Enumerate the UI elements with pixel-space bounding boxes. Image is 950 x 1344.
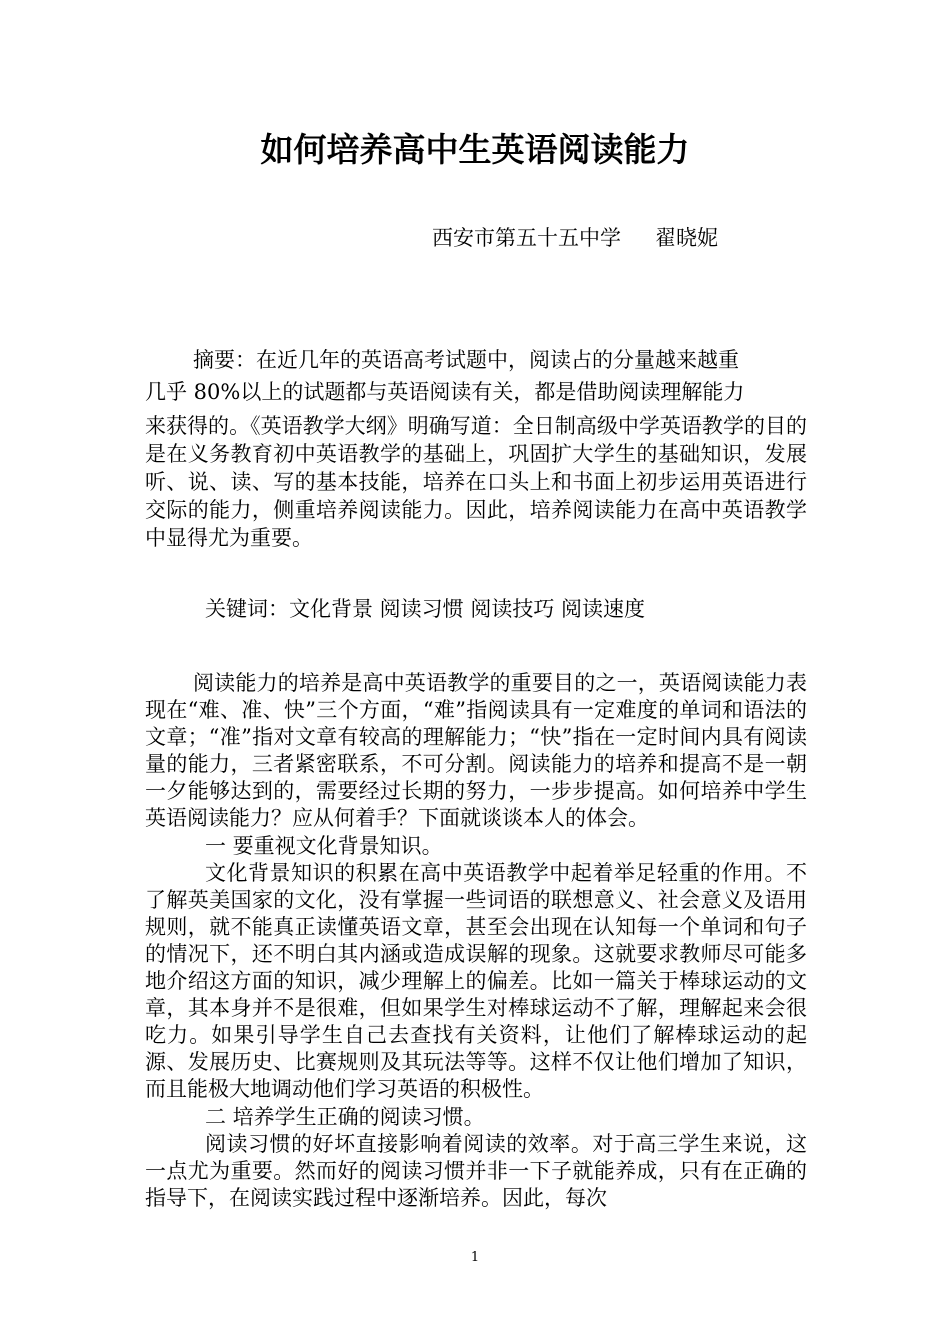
keywords: 关键词：文化背景 阅读习惯 阅读技巧 阅读速度 xyxy=(205,597,646,621)
abstract-line-1: 摘要：在近几年的英语高考试题中，阅读占的分量越来越重 xyxy=(193,348,739,372)
author-line xyxy=(432,224,718,252)
paragraph-intro: 阅读能力的培养是高中英语教学的重要目的之一，英语阅读能力表现在“难、准、快”三个方面，“难”指阅读具有一定难度的单词和语法的文章；“准”指对文章有较高的理解能力；“快”指在一定时间内具有阅读量的能力，三者紧密联系，不可分割。阅读能力的培养和提高不是一朝一夕能够达到的，需要经过长期的努力，一步步提高。如何培养中学生英语阅读能力？应从何着手？下面就谈谈本人的体会。 xyxy=(145,671,807,831)
body-text xyxy=(145,670,807,1212)
author-school: 西安市第五十五中学 xyxy=(432,226,621,250)
paragraph-culture: 文化背景知识的积累在高中英语教学中起着举足轻重的作用。不了解英美国家的文化，没有掌握一些词语的联想意义、社会意义及语用规则，就不能真正读懂英语文章，甚至会出现在认知每一个单词和句子的情况下，还不明白其内涵或造成误解的现象。这就要求教师尽可能多地介绍这方面的知识，减少理解上的偏差。比如一篇关于棒球运动的文章，其本身并不是很难，但如果学生对棒球运动不了解，理解起来会很吃力。如果引导学生自己去查找有关资料，让他们了解棒球运动的起源、发展历史、比赛规则及其玩法等等。这样不仅让他们增加了知识，而且能极大地调动他们学习英语的积极性。 xyxy=(145,860,807,1102)
abstract-rest: 来获得的。《英语教学大纲》明确写道：全日制高级中学英语教学的目的是在义务教育初中英语教学的基础上，巩固扩大学生的基础知识，发展听、说、读、写的基本技能，培养在口头上和书面上初步运用英语进行交际的能力，侧重培养阅读能力。因此，培养阅读能力在高中英语教学中显得尤为重要。 xyxy=(145,414,807,550)
paragraph-habits: 阅读习惯的好坏直接影响着阅读的效率。对于高三学生来说，这一点尤为重要。然而好的阅读习惯并非一下子就能养成，只有在正确的指导下，在阅读实践过程中逐渐培养。因此，每次 xyxy=(145,1131,807,1210)
document-title: 如何培养高中生英语阅读能力 xyxy=(260,130,690,169)
page-number: 1 xyxy=(470,1250,480,1265)
author-name: 翟晓妮 xyxy=(655,226,718,250)
abstract-line-2: 几乎 80%以上的试题都与英语阅读有关，都是借助阅读理解能力 xyxy=(145,380,745,404)
section-heading-1: 一 要重视文化背景知识。 xyxy=(205,833,443,858)
abstract xyxy=(145,344,807,552)
section-heading-2: 二 培养学生正确的阅读习惯。 xyxy=(205,1104,485,1129)
